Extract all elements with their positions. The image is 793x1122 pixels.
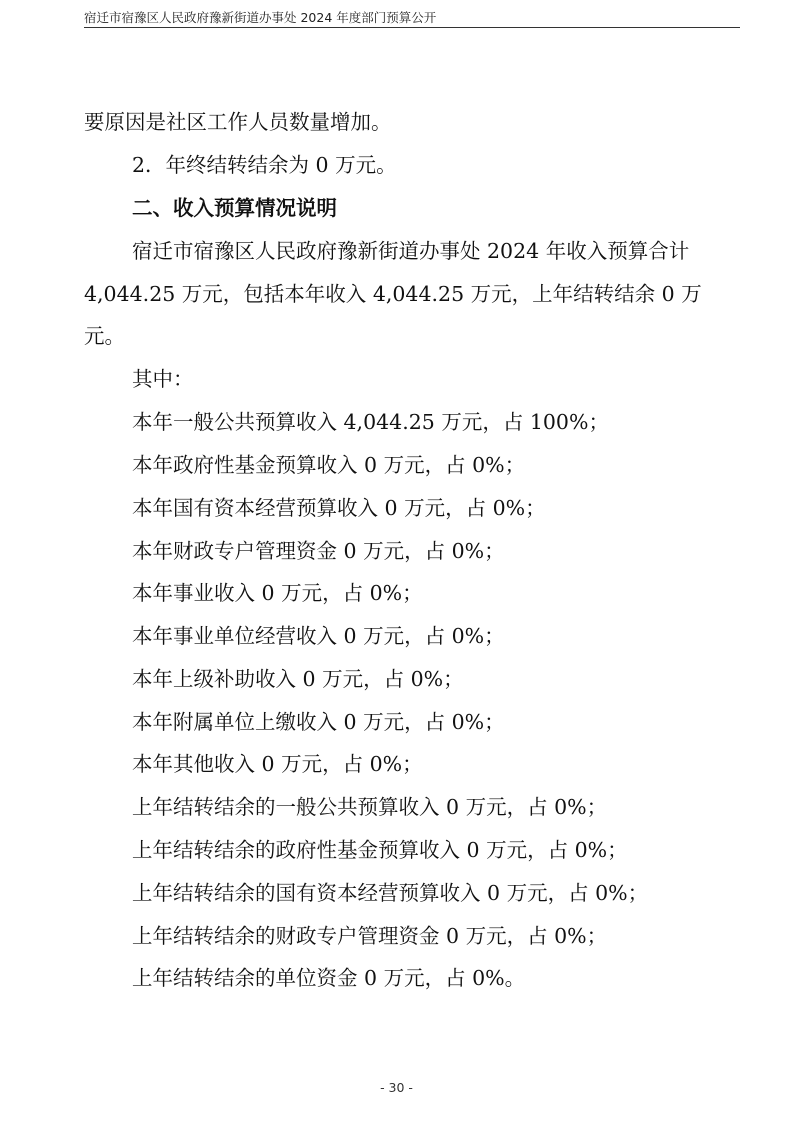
among-label: 其中： [132, 367, 194, 391]
paragraph-continuation: 要原因是社区工作人员数量增加。 [84, 110, 392, 134]
income-item: 上年结转结余的政府性基金预算收入 0 万元，占 0%； [132, 838, 628, 862]
list-item-2: 2．年终结转结余为 0 万元。 [132, 153, 397, 177]
intro-paragraph-line-2: 4,044.25 万元，包括本年收入 4,044.25 万元，上年结转结余 0 万 [84, 282, 702, 306]
income-item: 本年一般公共预算收入 4,044.25 万元，占 100%； [132, 410, 609, 434]
income-item: 本年政府性基金预算收入 0 万元，占 0%； [132, 453, 526, 477]
page-header-title: 宿迁市宿豫区人民政府豫新街道办事处 2024 年度部门预算公开 [84, 10, 437, 25]
income-item: 本年其他收入 0 万元，占 0%； [132, 752, 423, 776]
intro-paragraph-line-1: 宿迁市宿豫区人民政府豫新街道办事处 2024 年收入预算合计 [132, 239, 690, 263]
header-divider [84, 27, 740, 28]
income-item: 本年上级补助收入 0 万元，占 0%； [132, 667, 464, 691]
income-item: 本年事业单位经营收入 0 万元，占 0%； [132, 624, 505, 648]
income-item: 上年结转结余的国有资本经营预算收入 0 万元，占 0%； [132, 881, 649, 905]
income-item: 上年结转结余的财政专户管理资金 0 万元，占 0%； [132, 924, 608, 948]
income-item: 上年结转结余的单位资金 0 万元，占 0%。 [132, 966, 526, 990]
section-heading: 二、收入预算情况说明 [132, 196, 337, 220]
page-number: - 30 - [380, 1080, 413, 1095]
income-item: 本年事业收入 0 万元，占 0%； [132, 581, 423, 605]
income-item: 本年附属单位上缴收入 0 万元，占 0%； [132, 710, 505, 734]
income-item: 本年国有资本经营预算收入 0 万元，占 0%； [132, 496, 546, 520]
income-item: 本年财政专户管理资金 0 万元，占 0%； [132, 539, 505, 563]
intro-paragraph-line-3: 元。 [84, 324, 125, 348]
income-item: 上年结转结余的一般公共预算收入 0 万元，占 0%； [132, 795, 608, 819]
